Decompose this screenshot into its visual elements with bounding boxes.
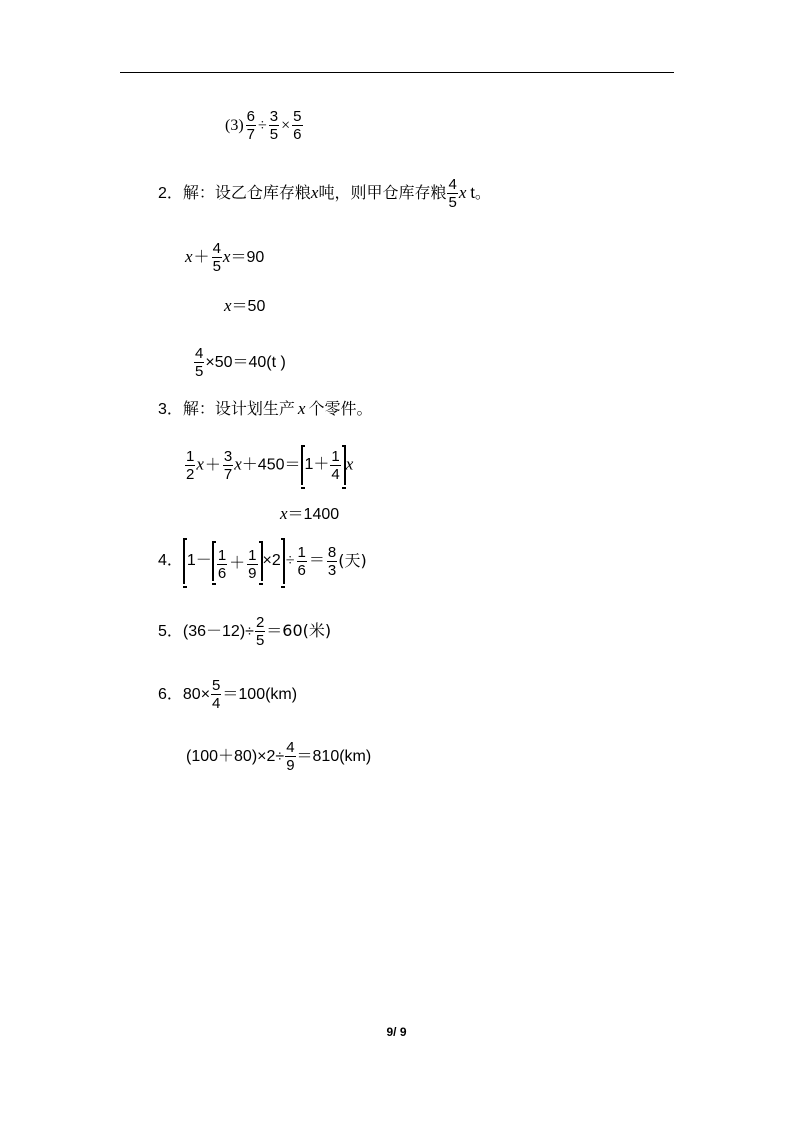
question-number: 5． [158,623,183,640]
fraction: $\frac{5}{4}$ [212,677,221,712]
part-3-expression: (3) $\frac{6}{7}$ ÷ $\frac{3}{5}$ × $\frac{5}{6}$ [225,108,302,143]
fraction: $\frac{8}{3}$ [327,543,337,579]
parentheses: $\frac{1}{6}$ ＋ $\frac{1}{9}$ [212,541,263,581]
fraction: $\frac{1}{9}$ [248,546,257,582]
question-3-statement: 3．解：设计划生产 x 个零件。 [158,399,373,418]
fraction: $\frac{3}{7}$ [223,447,233,483]
q3-equation-2: x＝1400 [280,504,340,523]
question-number: 6． [158,686,183,703]
fraction: $\frac{4}{5}$ [212,240,221,275]
question-4-expression: 4． 1－ $\frac{1}{6}$ ＋ $\frac{1}{9}$ ×2 ÷ $\frac{1}{6}$ ＝ $\frac{8}{3}$ (天) [158,538,367,584]
q2-equation-1: x＋ $\frac{4}{5}$ x＝90 [185,240,265,275]
header-rule [120,72,674,73]
fraction: $\frac{3}{5}$ [269,108,279,143]
fraction: $\frac{6}{7}$ [246,108,255,143]
fraction: $\frac{1}{6}$ [297,543,306,579]
fraction: $\frac{2}{5}$ [255,614,265,649]
question-2-statement: 2．解：设乙仓库存粮x吨，则甲仓库存粮 $\frac{4}{5}$ x t。 [158,176,491,211]
fraction: $\frac{4}{9}$ [286,739,295,774]
q3-equation-1: $\frac{1}{2}$ x＋ $\frac{3}{7}$ x＋450＝ 1＋ $\frac{1}{4}$ x [184,445,353,485]
fraction: $\frac{4}{5}$ [195,345,204,380]
question-number: 3． [158,401,183,418]
question-6-line-1: 6．80× $\frac{5}{4}$ ＝100(km) [158,677,298,712]
fraction: $\frac{4}{5}$ [448,176,457,211]
question-5-expression: 5．(36－12)÷ $\frac{2}{5}$ ＝60(米) [158,614,332,649]
fraction: $\frac{1}{4}$ [331,447,340,483]
fraction: $\frac{1}{6}$ [217,546,227,582]
question-number: 4． [158,552,183,569]
fraction: $\frac{1}{2}$ [186,447,195,483]
fraction: $\frac{5}{6}$ [293,108,302,143]
question-6-line-2: (100＋80)×2÷ $\frac{4}{9}$ ＝810(km) [186,739,372,774]
parentheses: 1＋ $\frac{1}{4}$ [301,445,346,485]
part-label: (3) [225,117,244,134]
q2-equation-2: x＝50 [224,296,266,315]
square-brackets: 1－ $\frac{1}{6}$ ＋ $\frac{1}{9}$ ×2 [183,538,285,584]
page-number: 9/ 9 [386,1025,407,1039]
q2-equation-3: $\frac{4}{5}$ ×50＝40(t ) [195,345,286,380]
question-number: 2． [158,185,183,202]
